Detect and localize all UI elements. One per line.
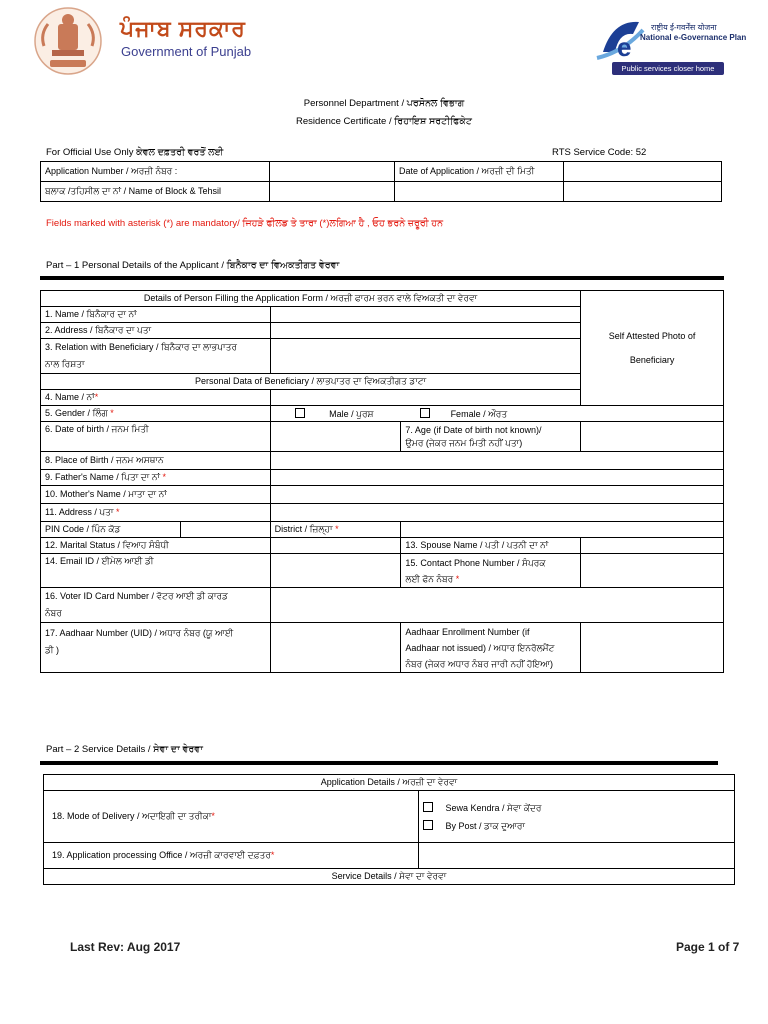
sewa-kendra-label: Sewa Kendra / ਸੇਵਾ ਕੇਂਦਰ xyxy=(445,802,542,813)
service-details-table xyxy=(43,774,735,885)
filler-name-label: 1. Name / ਬਿਨੈਕਾਰ ਦਾ ਨਾਂ xyxy=(41,307,271,323)
block-tehsil-label: ਬਲਾਕ /ਤਹਿਸੀਲ ਦਾ ਨਾਂ / Name of Block & Tehsil xyxy=(41,182,270,202)
father-name-field[interactable] xyxy=(270,470,723,486)
pin-code-label: PIN Code / ਪਿੰਨ ਕੋਡ xyxy=(41,522,181,538)
district-field[interactable] xyxy=(401,522,724,538)
email-label: 14. Email ID / ਈਮੇਲ ਆਈ ਡੀ xyxy=(41,554,271,588)
phone-label: 15. Contact Phone Number / ਸੰਪਰਕ ਲਈ ਫੋਨ ਨੰਬਰ * xyxy=(401,554,581,588)
sewa-kendra-checkbox[interactable] xyxy=(423,803,437,813)
female-checkbox[interactable] xyxy=(420,409,434,419)
part2-divider xyxy=(40,761,718,765)
punjab-emblem-icon xyxy=(30,6,106,76)
father-name-label: 9. Father's Name / ਪਿਤਾ ਦਾ ਨਾਂ * xyxy=(41,470,271,486)
voter-id-label: 16. Voter ID Card Number / ਵੋਟਰ ਆਈ ਡੀ ਕਾਰਡ ਨੰਬਰ xyxy=(41,588,271,623)
by-post-checkbox[interactable] xyxy=(423,821,437,831)
address-field[interactable] xyxy=(270,504,723,522)
aadhaar-enrollment-label: Aadhaar Enrollment Number (if Aadhaar not issued) / ਅਧਾਰ ਇਨਰੋਲਮੈਂਟ ਨੰਬਰ (ਜੇਕਰ ਅਧਾਰ ਨੰਬਰ ਜਾਰੀ ਨਹੀਂ ਹੋਇਆ) xyxy=(401,623,581,673)
application-number-label: Application Number / ਅਰਜ਼ੀ ਨੰਬਰ : xyxy=(41,162,270,182)
photo-box[interactable] xyxy=(581,291,724,406)
last-revision: Last Rev: Aug 2017 xyxy=(70,940,181,954)
dob-label: 6. Date of birth / ਜਨਮ ਮਿਤੀ xyxy=(41,422,271,452)
block-tehsil-field[interactable] xyxy=(270,182,395,202)
department-title: Personnel Department / ਪਰਸੋਨਲ ਵਿਭਾਗ xyxy=(303,98,465,109)
egov-hindi-name: राष्ट्रीय ई-गवर्नेंस योजना xyxy=(651,23,717,32)
beneficiary-data-header: Personal Data of Beneficiary / ਲਾਭਪਾਤਰ ਦਾ ਵਿਅਕਤੀਗਤ ਡਾਟਾ xyxy=(41,374,581,390)
spouse-name-label: 13. Spouse Name / ਪਤੀ / ਪਤਨੀ ਦਾ ਨਾਂ xyxy=(401,538,581,554)
punjab-govt-punjabi-logo: ਪੰਜਾਬ ਸਰਕਾਰ xyxy=(120,16,246,41)
gender-options xyxy=(270,406,723,422)
part1-heading: Part – 1 Personal Details of the Applicant / ਬਿਨੈਕਾਰ ਦਾ ਵਿਅਕਤੀਗਤ ਵੇਰਵਾ xyxy=(46,260,340,271)
age-field[interactable] xyxy=(581,422,724,452)
aadhaar-enrollment-field[interactable] xyxy=(581,623,724,673)
personal-details-table xyxy=(40,290,724,673)
filler-details-header: Details of Person Filling the Application Form / ਅਰਜ਼ੀ ਫਾਰਮ ਭਰਨ ਵਾਲੇ ਵਿਅਕਤੀ ਦਾ ਵੇਰਵਾ xyxy=(41,291,581,307)
application-date-field[interactable] xyxy=(564,162,722,182)
block-tehsil-field-2[interactable] xyxy=(395,182,564,202)
official-use-table xyxy=(40,161,722,202)
svg-text:e: e xyxy=(617,32,632,62)
phone-field[interactable] xyxy=(581,554,724,588)
part1-divider xyxy=(40,276,724,280)
certificate-title: Residence Certificate / ਰਿਹਾਇਸ਼ ਸਰਟੀਫਿਕੇਟ xyxy=(296,116,472,127)
by-post-label: By Post / ਡਾਕ ਦੁਆਰਾ xyxy=(445,820,525,831)
egov-tagline: Public services closer home xyxy=(612,62,724,75)
email-field[interactable] xyxy=(270,554,401,588)
photo-label-line1: Self Attested Photo of xyxy=(608,331,696,341)
photo-label-line2: Beneficiary xyxy=(629,355,675,365)
processing-office-field[interactable] xyxy=(419,843,735,869)
relation-label-line2: ਨਾਲ ਰਿਸ਼ਤਾ xyxy=(45,359,85,369)
female-label: Female / ਔਰਤ xyxy=(450,408,508,419)
birth-place-field[interactable] xyxy=(270,452,723,470)
pin-code-field[interactable] xyxy=(180,522,270,538)
voter-id-field[interactable] xyxy=(270,588,723,623)
delivery-mode-options xyxy=(419,791,735,843)
page-number: Page 1 of 7 xyxy=(676,940,740,954)
mother-name-field[interactable] xyxy=(270,486,723,504)
part2-heading: Part – 2 Service Details / ਸੇਵਾ ਦਾ ਵੇਰਵਾ xyxy=(46,744,203,755)
filler-name-field[interactable] xyxy=(270,307,581,323)
egov-english-name: National e-Governance Plan xyxy=(640,33,747,42)
relation-field[interactable] xyxy=(270,339,581,374)
birth-place-label: 8. Place of Birth / ਜਨਮ ਅਸਥਾਨ xyxy=(41,452,271,470)
processing-office-label: 19. Application processing Office / ਅਰਜ਼ੀ ਕਾਰਵਾਈ ਦਫ਼ਤਰ* xyxy=(44,843,419,869)
application-date-label: Date of Application / ਅਰਜ਼ੀ ਦੀ ਮਿਤੀ xyxy=(395,162,564,182)
district-label: District / ਜ਼ਿਲ੍ਹਾ * xyxy=(270,522,401,538)
beneficiary-name-field[interactable] xyxy=(270,390,723,406)
aadhaar-label: 17. Aadhaar Number (UID) / ਅਧਾਰ ਨੰਬਰ (ਯੂ ਆਈ ਡੀ ) xyxy=(41,623,271,673)
service-details-header: Service Details / ਸੇਵਾ ਦਾ ਵੇਰਵਾ xyxy=(44,869,735,885)
filler-address-field[interactable] xyxy=(270,323,581,339)
mother-name-label: 10. Mother's Name / ਮਾਤਾ ਦਾ ਨਾਂ xyxy=(41,486,271,504)
marital-status-label: 12. Marital Status / ਵਿਆਹ ਸੰਬੰਧੀ xyxy=(41,538,271,554)
gender-label: 5. Gender / ਲਿੰਗ * xyxy=(41,406,271,422)
dob-field[interactable] xyxy=(270,422,401,452)
male-checkbox[interactable] xyxy=(295,409,309,419)
age-label: 7. Age (if Date of birth not known)/ ਉਮਰ (ਜੇਕਰ ਜਨਮ ਮਿਤੀ ਨਹੀਂ ਪਤਾ) xyxy=(401,422,581,452)
block-tehsil-field-3[interactable] xyxy=(564,182,722,202)
beneficiary-name-label: 4. Name / ਨਾਂ* xyxy=(41,390,271,406)
delivery-mode-label: 18. Mode of Delivery / ਅਦਾਇਗੀ ਦਾ ਤਰੀਕਾ* xyxy=(44,791,419,843)
punjab-govt-english-logo: Government of Punjab xyxy=(121,44,252,59)
male-label: Male / ਪੁਰਸ਼ xyxy=(329,408,374,419)
application-number-field[interactable] xyxy=(270,162,395,182)
spouse-name-field[interactable] xyxy=(581,538,724,554)
aadhaar-field[interactable] xyxy=(270,623,401,673)
marital-status-field[interactable] xyxy=(270,538,401,554)
filler-address-label: 2. Address / ਬਿਨੈਕਾਰ ਦਾ ਪਤਾ xyxy=(41,323,271,339)
official-use-label: For Official Use Only ਕੇਵਲ ਦਫ਼ਤਰੀ ਵਰਤੋਂ ਲਈ xyxy=(46,147,224,158)
relation-label xyxy=(41,339,271,374)
mandatory-note: Fields marked with asterisk (*) are mandatory/ ਜਿਹੜੇ ਫੀਲਡ ਤੇ ਤਾਰਾ (*)ਲਗਿਆ ਹੈ , ਓਹ ਭਰਨੇ ਜ਼ਰੂਰੀ ਹਨ xyxy=(46,218,444,229)
rts-service-code: RTS Service Code: 52 xyxy=(552,147,647,158)
address-label: 11. Address / ਪਤਾ * xyxy=(41,504,271,522)
application-details-header: Application Details / ਅਰਜ਼ੀ ਦਾ ਵੇਰਵਾ xyxy=(44,775,735,791)
relation-label-line1: 3. Relation with Beneficiary / ਬਿਨੈਕਾਰ ਦਾ ਲਾਭਪਾਤਰ xyxy=(45,342,237,352)
